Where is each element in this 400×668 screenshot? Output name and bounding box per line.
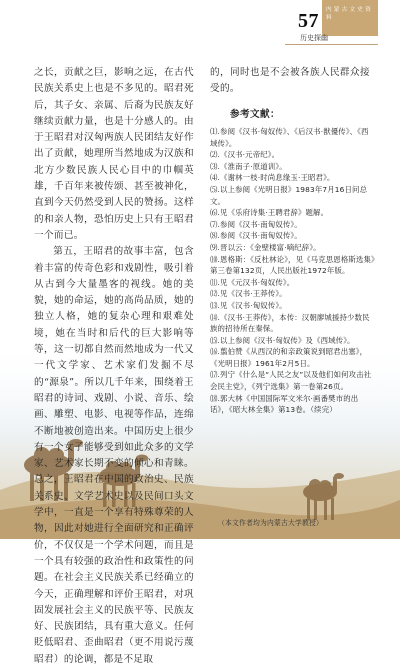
reference-item: ⑿.见《汉书·王莽传》。 <box>210 289 287 299</box>
author-note: （本文作者均为内蒙古大学教授） <box>218 519 323 527</box>
references-list <box>210 126 375 416</box>
references-title: 参考文献： <box>230 109 280 120</box>
reference-item: ⑽.恩格斯：《反杜林论》，见《马克思恩格斯选集》第三卷第132页，人民出版社1972年版。 <box>210 254 375 276</box>
reference-item: ⑸.以上参阅《光明日报》1983年7月16日问总文。 <box>210 184 368 206</box>
body-paragraph: 之长，贡献之巨，影响之远，在古代民族关系史上也是不多见的。昭君死后，其子女、亲属、后裔为民族友好继续贡献力量，也是十分感人的。由于王昭君对汉匈两族人民团结友好作出了贡献，她理所当然地成为汉族和北方少数民族人民心目中的巾帼英雄，千百年来被传颂、甚至被神化，直到今天仍然受到人民的赞扬。这样的和亲人物，恐怕历史上只有王昭君一个而已。 <box>34 67 194 241</box>
reference-item: ⑹.见《乐府诗集·王聘君辞》题解。 <box>210 208 329 218</box>
reference-item: ⒂.以上参阅《汉书·匈奴传》及《西域传》。 <box>210 335 355 345</box>
reference-item: ⑵.《汉书·元帝纪》。 <box>210 150 280 160</box>
body-paragraph: 第五，王昭君的故事丰富，包含着丰富的传奇色彩和戏剧性，吸引着从古到今大量墨客的视线。她的美貌，她的命运，她的高尚品质，她的独立人格，她的复杂心理和艰难处境，她在当时和后代的巨大影响等等，这一切都自然而然地成为一代又一代文学家、艺术家们发掘不尽的“源泉”。所以几千年来，围绕着王昭君的诗词、戏剧、小说、音乐、绘画、雕塑、电影、电视等作品，连绵不断地被创造出来。中国历史上很少有一个女子能够受到如此众多的文学家、艺术家长期不变的倾心和青睐。总之，王昭君在中国的政治史、民族关系史、文学艺术史以及民间口头文学中，一直是一个享有特殊尊荣的人物，因此对她进行全面研究和正确评价，不仅仅是一个学术问题，而且是一个具有较强的政治性和政策性的问题。在社会主义民族关系已经确立的今天，正确理解和评价王昭君，对巩固发展社会主义的民族平等、民族友好、民族团结，具有重大意义。任何貶低昭君、歪曲昭君（更不用说污蔑昭君）的论调，都是不足取 <box>34 246 194 665</box>
section-name: 历史探幽 <box>300 34 328 42</box>
reference-item: ⑶.《淮南子·原道训》。 <box>210 161 287 171</box>
left-column <box>34 65 194 668</box>
reference-item: ⒁.《汉书·王莽传》，本传：汉朝廖城援持少数民族的招待所在秦保。 <box>210 312 370 334</box>
reference-item: ⑾.见《元汉书·匈奴传》。 <box>210 277 295 287</box>
reference-item: ⑺.参阅《汉书·南匈奴传》。 <box>210 219 302 229</box>
reference-item: ⒃.翦伯赞《从西汉的和亲政策说到昭君出塞》，《光明日报》1961年2月5日。 <box>210 347 368 368</box>
page-header <box>0 0 400 46</box>
journal-name: 内 蒙 古 文 史 资 料 <box>326 7 372 21</box>
reference-item: ⒅.郭大林《中国国际军文米尔·画番樊市的出话》，《昭大林全集》第13卷。（续完） <box>210 393 359 415</box>
reference-item: ⑻.参阅《汉书·南匈奴传》。 <box>210 231 302 241</box>
reference-item: ⑷.《谢林一枝·时尚息缘玉·王昭君》。 <box>210 173 335 183</box>
reference-item: ⑴.参阅《汉书·匈奴传》、《后汉书·獣優传》、《西域传》。 <box>210 127 369 148</box>
reference-item: ⑼.晋以云：《金壁楼富·嘀纪辞》。 <box>210 242 321 252</box>
header-divider <box>285 44 378 45</box>
right-column <box>210 65 370 98</box>
body-paragraph: 的，同时也是不会被各族人民群众接受的。 <box>210 67 370 95</box>
reference-item: ⒄.列宁《什么是“人民之友”以及他们如何攻击社会民主党》，《列宁选集》第一卷第26页。 <box>210 370 372 392</box>
reference-item: ⒀.见《汉书·匈奴传》。 <box>210 300 287 310</box>
page-number: 57 <box>298 10 319 32</box>
